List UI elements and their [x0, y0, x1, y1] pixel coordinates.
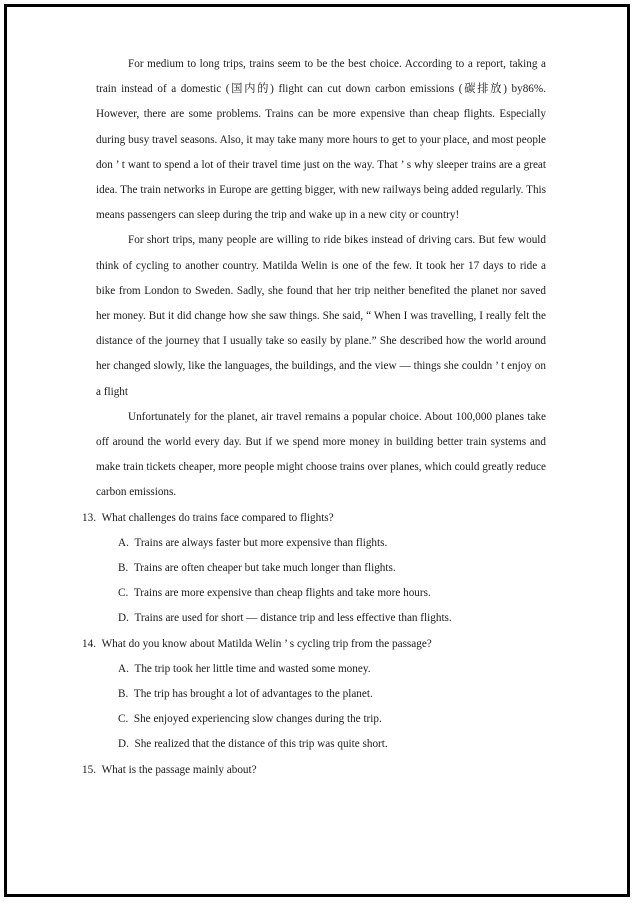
option-a: A. The trip took her little time and wasted some money.	[118, 662, 371, 675]
question-13	[82, 506, 546, 632]
question-number: 13.	[82, 511, 96, 524]
option-b: B. The trip has brought a lot of advantages to the planet.	[118, 688, 373, 701]
question-15	[82, 758, 546, 783]
option-d: D. Trains are used for short — distance trip and less effective than flights.	[118, 612, 452, 625]
question-stem	[82, 506, 546, 531]
option-b: B. Trains are often cheaper but take much longer than flights.	[118, 562, 396, 575]
option-a: A. Trains are always faster but more expensive than flights.	[118, 536, 388, 549]
option-c: C. She enjoyed experiencing slow changes during the trip.	[118, 713, 382, 726]
question-number: 15.	[82, 763, 96, 776]
question-text: What challenges do trains face compared to flights?	[101, 511, 334, 524]
question-text: What is the passage mainly about?	[101, 763, 257, 776]
question-stem	[82, 758, 546, 783]
question-number: 14.	[82, 637, 96, 650]
option-d: D. She realized that the distance of this trip was quite short.	[118, 738, 388, 751]
question-stem	[82, 632, 546, 657]
passage-paragraph-2: For short trips, many people are willing to ride bikes instead of driving cars. But few would think of cycling to another country. Matilda Welin is one of the few. It took her 17 days to ride a bike from London to Sweden. Sadly, she found that her trip neither benefited the planet nor saved her money. But it did change how she saw things. She said, “ When I was travelling, I really felt the distance of the journey that I usually take so easily by plane.” She described how the world around her changed slowly, like the languages, the buildings, and the view — things she couldn ’ t enjoy on a flight	[96, 234, 546, 398]
document-body	[82, 52, 546, 783]
question-text: What do you know about Matilda Welin ’ s cycling trip from the passage?	[101, 637, 432, 650]
passage-paragraph-3: Unfortunately for the planet, air travel remains a popular choice. About 100,000 planes take off around the world every day. But if we spend more money in building better train systems and make train tickets cheaper, more people might choose trains over planes, which could greatly reduce carbon emissions.	[96, 410, 546, 499]
option-c: C. Trains are more expensive than cheap flights and take more hours.	[118, 587, 431, 600]
passage-paragraph-1: For medium to long trips, trains seem to be the best choice. According to a report, taking a train instead of a domestic (国内的) flight can cut down carbon emissions (碳排放) by86%. However, there are some problems. Trains can be more expensive than cheap flights. Especially during busy travel seasons. Also, it may take many more hours to get to your place, and most people don ’ t want to spend a lot of their travel time just on the way. That ’ s why sleeper trains are a great idea. The train networks in Europe are getting bigger, with new railways being added regularly. This means passengers can sleep during the trip and wake up in a new city or country!	[96, 58, 546, 222]
question-14	[82, 632, 546, 758]
